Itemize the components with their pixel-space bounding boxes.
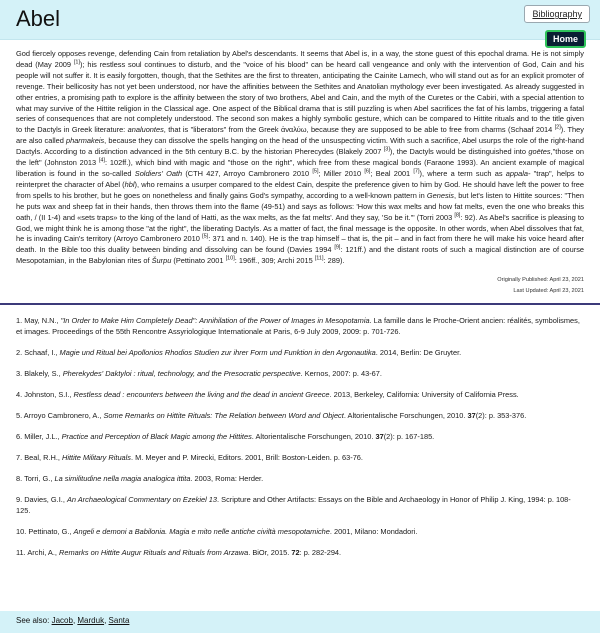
reference-item [16, 431, 584, 442]
reference-title: Hittite Military Rituals [62, 453, 132, 463]
citation-link[interactable]: [2] [554, 124, 561, 131]
body-text: ); his restless soul continues to disturb, and the "voice of his blood" can be heard call vengeance and only with the intervention of God, Cain and his people will not suffer it. It is easily forgotten, though, that the Sethites are the first to threaten, anticipating the Cainite Lamech, who will stand out as for an explicit promoter of revenge. Their bellicosity has not yet been understood, nor have the affinities between the Sethites and Anatolian mythology ever been investigated. As already suggested in other entries, a promising path to explore is the affinity between the story of two brothers, Abel and Cain, and the myth of the Curetes or the Cabiri, with a special attention to what may survive of the Hittite religion in the Classical age. One aspect of the Biblical drama that is still puzzling is when Abel sacrifices the fat of his lambs, triggering a fatal series of consequences that are not completely understood. The second son makes a highly symbolic gesture, which can be compared to Hittite rituals and to the title given to the Dactyls in Greek literature: [16, 59, 585, 135]
reference-pages: (2): p. 167-185. [383, 432, 435, 442]
body-text: ,"those on the left" (Johnston 2013 [16, 147, 585, 168]
citation-link[interactable]: [11] [314, 255, 324, 262]
citation-link[interactable]: [5] [312, 168, 319, 175]
italic-term: hbl [124, 179, 135, 189]
body-text: ). They are also called [16, 125, 584, 146]
reference-author: 1. May, N.N., [16, 316, 61, 326]
see-also-link-marduk[interactable]: Marduk [77, 616, 105, 625]
reference-title: Angeli e demoni a Babilonia. Magia e mito nelle antiche civiltà mesopotamiche [73, 527, 330, 537]
reference-title: Restless dead : encounters between the living and the dead in ancient Greece [73, 390, 330, 400]
reference-author: 2. Schaaf, I., [16, 348, 60, 358]
reference-source: . BiOr, 2015. [248, 548, 292, 558]
reference-title: An Archaeological Commentary on Ezekiel 13 [66, 495, 218, 505]
reference-author: 7. Beal, R.H., [16, 453, 63, 463]
reference-title: Some Remarks on Hittite Rituals: The Relation between Word and Object [103, 411, 344, 421]
body-text: (CTH 427, Arroyo Cambronero 2010 [182, 168, 313, 178]
reference-item [16, 410, 584, 421]
reference-author: 4. Johnston, S.I., [16, 390, 74, 400]
italic-term: Genesis [426, 190, 454, 200]
reference-volume: 37 [467, 411, 476, 421]
citation-link[interactable]: [1] [73, 59, 81, 66]
reference-item [16, 368, 584, 379]
reference-item [16, 452, 584, 463]
see-also-link-jacob[interactable]: Jacob [51, 616, 73, 625]
date-info [16, 275, 584, 297]
reference-author: 8. Torri, G., [16, 474, 55, 484]
reference-pages: (2): p. 353-376. [475, 411, 527, 421]
reference-item [16, 315, 584, 337]
citation-link[interactable]: [4] [98, 157, 106, 164]
citation-link[interactable]: [6] [364, 168, 371, 175]
body-text: : 92). As Abel's sacrifice is pleasing to God, we might think he is among those "at the right", the liberating Dactyls. As a matter of fact, the final message is the opposite. In other words, when Abel dissolves that fat, he is invading Cain's territory (Arroyo Cambronero 2010 [16, 212, 584, 244]
reference-title: Magie und Ritual bei Apollonios Rhodios Studien zur ihrer Form und Funktion in den Argonautika [59, 348, 376, 358]
body-text: ), the Dactyls would be distinguished into [389, 147, 529, 157]
reference-item [16, 526, 584, 537]
body-text: , because they can dissolve the spells hanging on the head of the unsuspecting victim. With such a sacrifice, Abel usurps the role of the right-hand Dactyls. According to a distinction advanced in the 5th century B.C. by the historian Pherecydes (Blakely 2007 [16, 136, 585, 157]
see-also-label: See also: [16, 616, 52, 625]
article-body [16, 49, 584, 267]
reference-source: . 2003, Roma: Herder. [190, 474, 264, 484]
published-date: Originally Published: April 23, 2021 [497, 277, 584, 284]
reference-title: "In Order to Make Him Completely Dead": Annihilation of the Power of Images in Mesopotamia [60, 316, 370, 326]
reference-source: . 2013, Berkeley, California: University of California Press. [329, 390, 519, 400]
page-title: Abel [16, 6, 61, 31]
body-text: : 289). [323, 256, 345, 266]
citation-link[interactable]: [5] [202, 233, 209, 240]
reference-author: 9. Davies, G.I., [16, 495, 67, 505]
reference-source: . Scripture and Other Artifacts: Essays on the Bible and Archaeology in Honor of Philip J. King, 1994: p. 108-125. [16, 495, 571, 516]
body-text: (Pettinato 2001 [171, 256, 226, 266]
citation-link[interactable]: [7] [413, 168, 420, 175]
updated-date: Last Updated: April 23, 2021 [513, 288, 584, 295]
page-header [0, 0, 600, 44]
reference-title: Pherekydes' Daktyloi : ritual, technology, and the Presocratic perspective [62, 369, 301, 379]
reference-item [16, 494, 584, 516]
reference-author: 11. Archi, A., [16, 548, 59, 558]
see-also-link-santa[interactable]: Santa [108, 616, 130, 625]
body-text: : 196ff., 309; Archi 2015 [234, 256, 315, 266]
italic-term: Šurpu [151, 256, 172, 266]
body-text: ), who remains a usurper compared to the eldest Cain, despite the preference given to him by God. He should have left the power to free from spells to his brother, but he goes on nonetheless and finally gains God's sympathy, according to a well-known pattern in [16, 179, 585, 200]
reference-list [0, 305, 600, 558]
body-text: God fiercely opposes revenge, defending Cain from retaliation by Abel's descendants. It seems that Abel is, in a way, the stone guest of this epochal drama. He is not simply dead (May 2009 [16, 49, 584, 69]
reference-source: . Altorientalische Forschungen, 2010. [343, 411, 468, 421]
reference-author: 3. Blakely, S., [16, 369, 63, 379]
reference-source: . 2014, Berlin: De Gruyter. [375, 348, 462, 358]
reference-author: 10. Pettinato, G., [16, 527, 74, 537]
body-text: , but let's listen to Hittite sources: "Then he puts wax and sheep fat in their hands, then throws them into the flame (49-51) and says as follows: 'How this wax melts and how fat melts, even the one who breaks this oath, / (II 1-4) and «sets traps» to the king of the land of Hatti, as the wax melts, as the fat melts'. And they say, 'So be it.'" (Torri 2003 [16, 190, 584, 222]
body-text: : 121ff.) and the distant roots of such a magical distinction are of course Mesopotamian, in the Babylonian rites of [16, 245, 584, 266]
italic-term: analuontes [127, 125, 164, 135]
body-text: ; Miller 2010 [318, 168, 365, 178]
separator: , [72, 616, 78, 625]
reference-volume: 72 [291, 548, 300, 558]
citation-link[interactable]: [8] [454, 212, 461, 219]
citation-link[interactable]: [3] [383, 146, 390, 153]
reference-item [16, 547, 584, 558]
reference-source: . M. Meyer and P. Mirecki, Editors. 2001, Brill: Boston-Leiden. p. 63-76. [131, 453, 363, 463]
reference-volume: 37 [375, 432, 384, 442]
see-also-bar [0, 611, 600, 633]
reference-author: 5. Arroyo Cambronero, A., [16, 411, 104, 421]
home-button[interactable]: Home [545, 30, 586, 48]
reference-source: . La famille dans le Proche-Orient ancien: réalités, symbolismes, et images. Proceedings of the 55th Rencontre Assyriologique Internationale at Paris, 6-9 July 2009, 2009: p. 701-726. [16, 316, 580, 337]
reference-title: Remarks on Hittite Augur Rituals and Rituals from Arzawa [59, 548, 249, 558]
body-text: ; Beal 2001 [370, 168, 414, 178]
body-text: : 102ff.), which bind with magic and "those on the right", which free from these magical bonds (Faraone 1993). An ancient example of magical liberation is found in the so-called [16, 158, 584, 178]
italic-term: appala- [505, 168, 531, 178]
body-text: , that is "liberators" from the Greek ἀναλύω, because they are supposed to be able to free from charms (Schaaf 2014 [163, 125, 555, 135]
reference-title: Practice and Perception of Black Magic among the Hittites [61, 432, 252, 442]
article [0, 40, 600, 297]
body-text: : 371 and n. 140). He is the trap himself – that is, the pit – and in fact from there he will make his voice heard after death. In the Bible too this duality between binding and dissolving can be found (Davies 1994 [16, 234, 584, 255]
reference-source: . Kernos, 2007: p. 43-67. [300, 369, 382, 379]
body-text: "trap", helps to reinterpret the character of Abel ( [16, 168, 584, 189]
reference-source: . 2001, Milano: Mondadori. [329, 527, 418, 537]
italic-term: goëtes [528, 147, 551, 157]
reference-item [16, 389, 584, 400]
reference-item [16, 347, 584, 358]
reference-title: La similitudine nella magia analogica ittita [54, 474, 191, 484]
reference-author: 6. Miller, J.L., [16, 432, 62, 442]
bibliography-button[interactable]: Bibliography [524, 5, 590, 23]
citation-link[interactable]: [10] [225, 255, 235, 262]
reference-source: . Altorientalische Forschungen, 2010. [251, 432, 376, 442]
reference-item [16, 473, 584, 484]
italic-term: Soldiers' Oath [134, 168, 183, 178]
separator: , [104, 616, 109, 625]
body-text: ), where a term such as [419, 168, 506, 178]
citation-link[interactable]: [9] [334, 244, 341, 251]
reference-pages: : p. 282-294. [299, 548, 342, 558]
italic-term: pharmakeis [65, 136, 105, 146]
